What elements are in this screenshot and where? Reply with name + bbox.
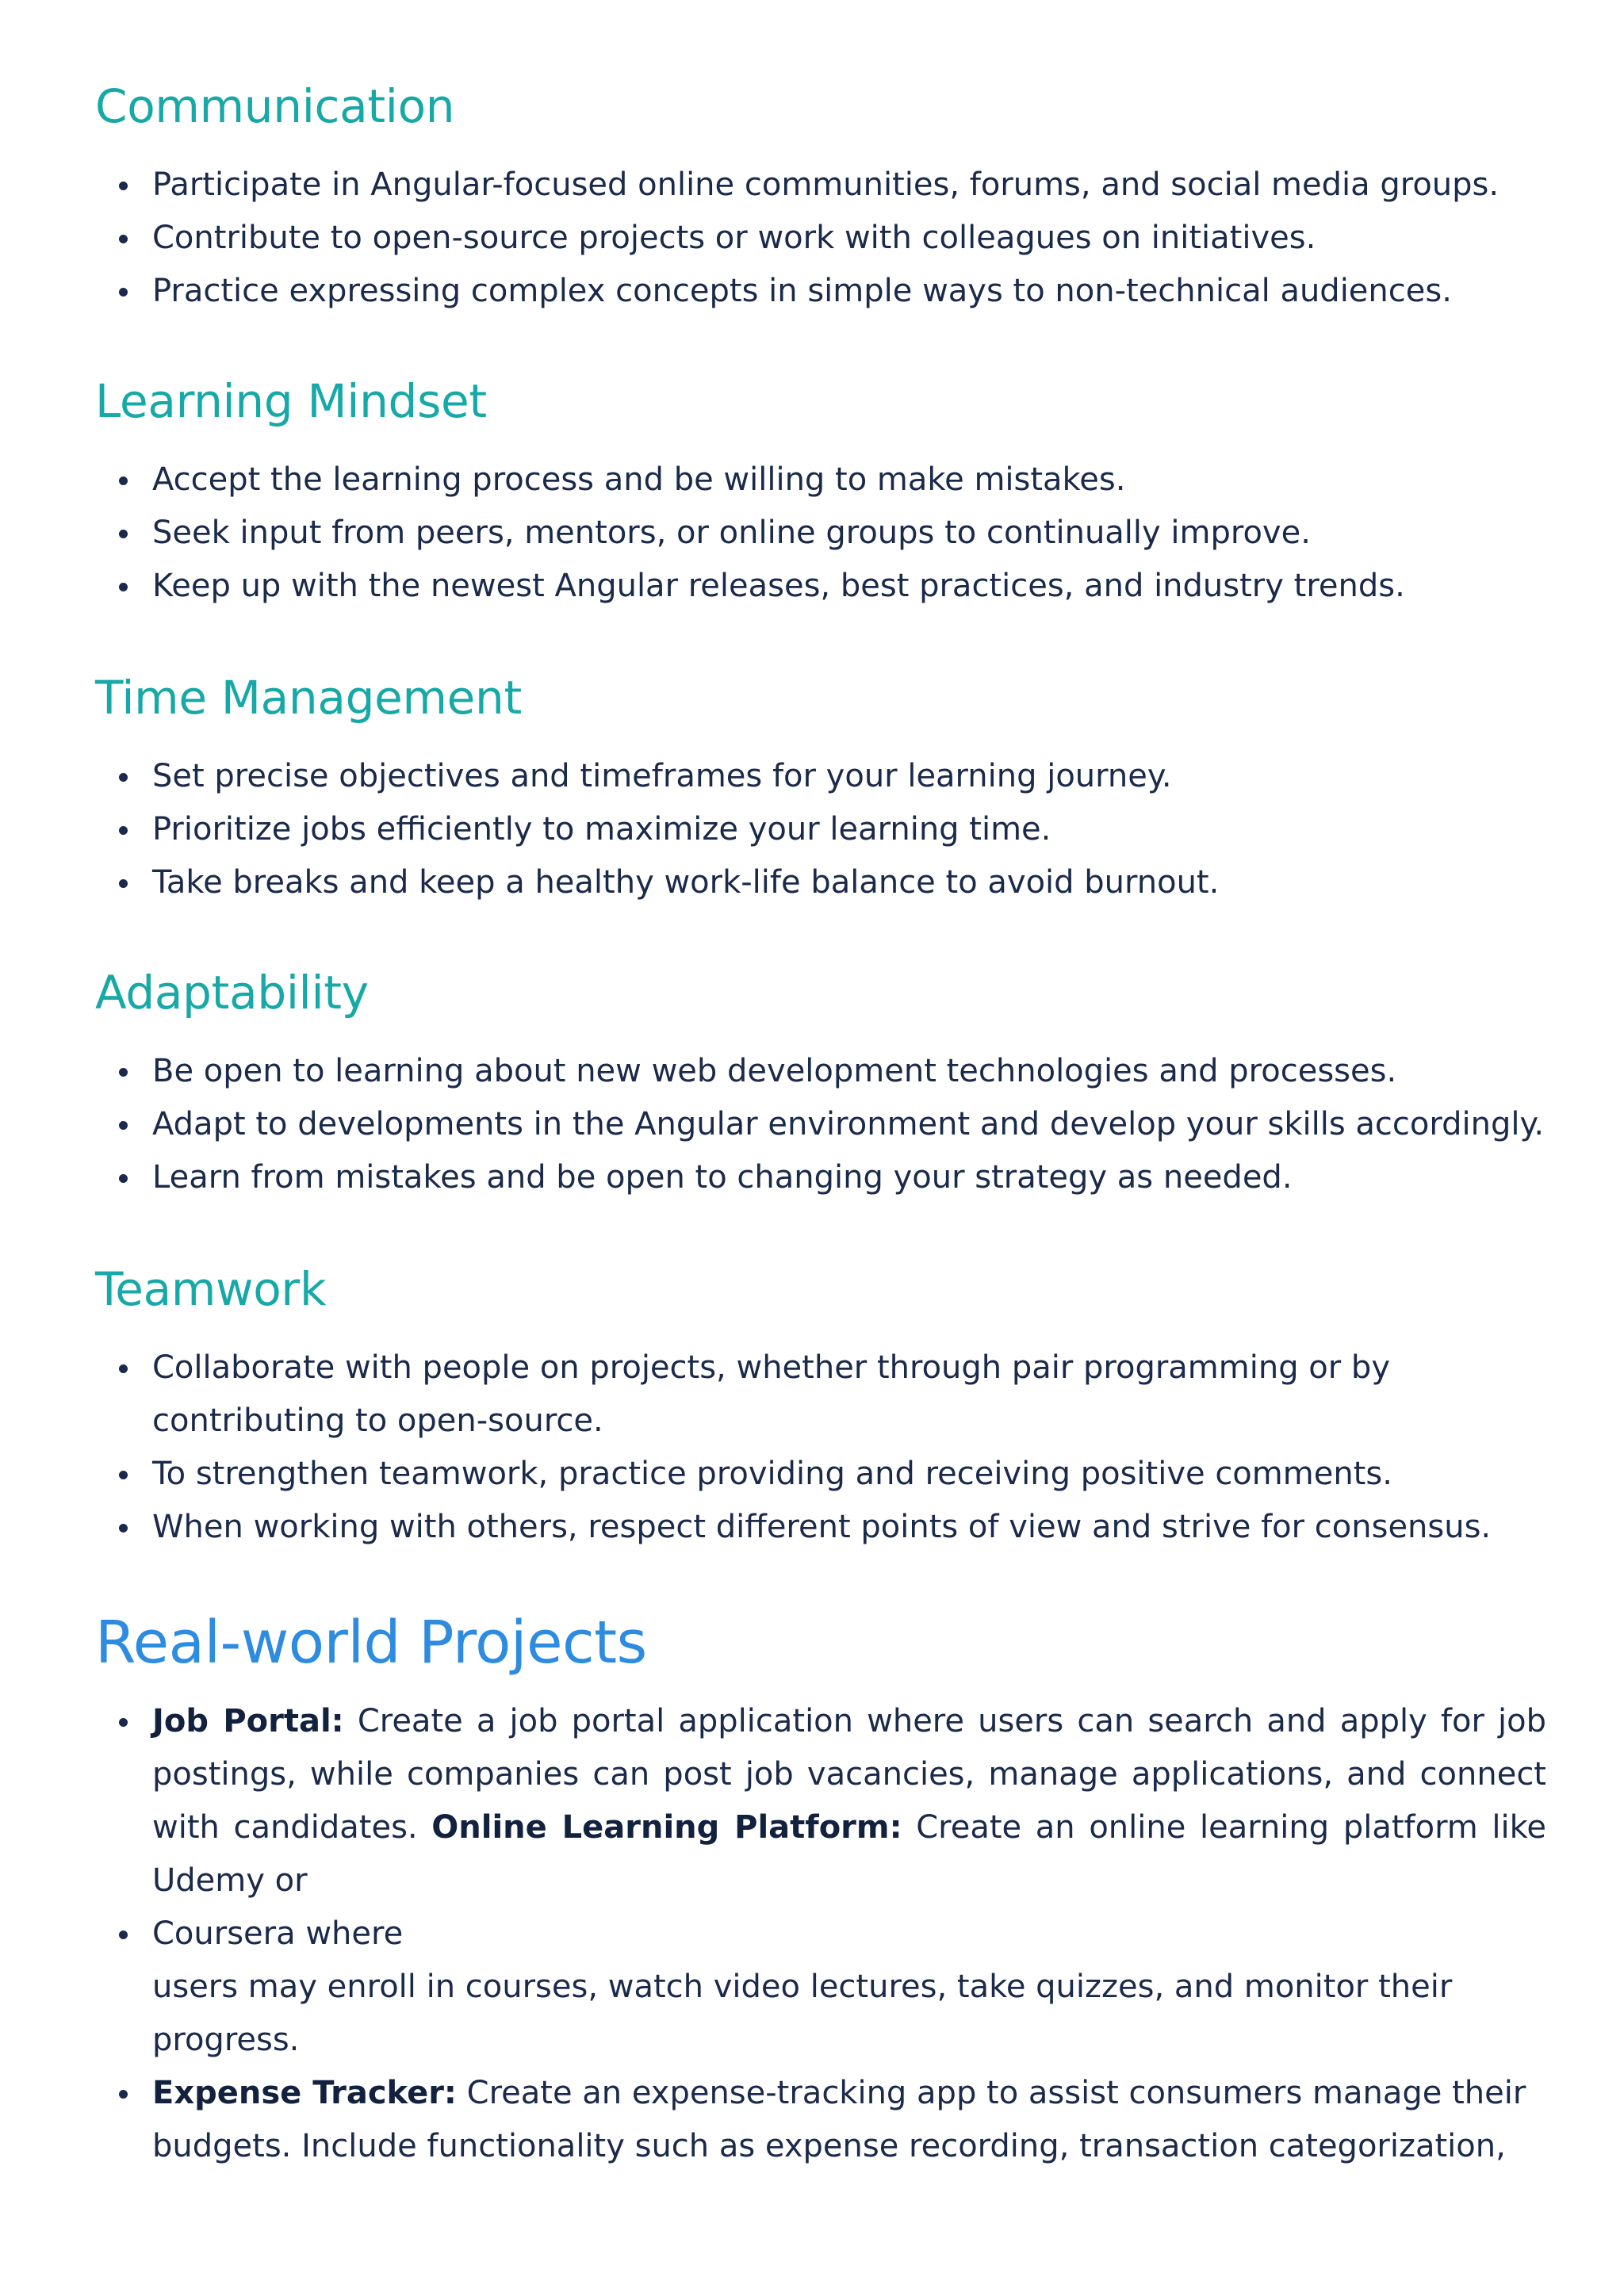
list-item: Adapt to developments in the Angular environment and develop your skills accordingly. bbox=[95, 1098, 1546, 1151]
list-item: Practice expressing complex concepts in simple ways to non-technical audiences. bbox=[95, 265, 1546, 318]
section-heading-learning-mindset: Learning Mindset bbox=[95, 374, 487, 428]
time-management-list bbox=[95, 750, 1546, 909]
section-heading-real-world-projects: Real-world Projects bbox=[95, 1609, 647, 1677]
expense-tracker-title: Expense Tracker: bbox=[152, 2075, 457, 2111]
online-learning-text: Create an online learning platform like Udemy or bbox=[152, 1809, 1546, 1899]
section-heading-time-management: Time Management bbox=[95, 671, 522, 725]
list-item: Participate in Angular-focused online communities, forums, and social media groups. bbox=[95, 159, 1546, 212]
list-item: Learn from mistakes and be open to changing your strategy as needed. bbox=[95, 1151, 1546, 1204]
adaptability-list bbox=[95, 1045, 1546, 1204]
job-portal-title: Job Portal: bbox=[152, 1703, 344, 1739]
section-time-management bbox=[95, 668, 1546, 909]
expense-tracker-text: Create an expense-tracking app to assist consumers manage their budgets. Include functionality such as expense recording, transaction categorization, bbox=[152, 2075, 1526, 2164]
list-item: Set precise objectives and timeframes for your learning journey. bbox=[95, 750, 1546, 803]
list-item: Keep up with the newest Angular releases, best practices, and industry trends. bbox=[95, 560, 1546, 613]
online-learning-text-wrap: users may enroll in courses, watch video lectures, take quizzes, and monitor their progress. bbox=[152, 1969, 1453, 2058]
projects-list bbox=[95, 1695, 1546, 1961]
section-heading-communication: Communication bbox=[95, 79, 455, 133]
list-item-online-learning-cont bbox=[95, 1908, 1546, 1961]
list-item: Accept the learning process and be willing to make mistakes. bbox=[95, 453, 1546, 507]
list-item: Contribute to open-source projects or work with colleagues on initiatives. bbox=[95, 212, 1546, 265]
list-item: Be open to learning about new web development technologies and processes. bbox=[95, 1045, 1546, 1098]
list-item: To strengthen teamwork, practice providing and receiving positive comments. bbox=[95, 1448, 1546, 1501]
projects-list-2 bbox=[95, 2067, 1546, 2173]
list-item-job-portal bbox=[95, 1695, 1546, 1908]
list-item-expense-tracker bbox=[95, 2067, 1546, 2173]
list-item: Prioritize jobs efficiently to maximize your learning time. bbox=[95, 803, 1546, 856]
list-item: Seek input from peers, mentors, or online groups to continually improve. bbox=[95, 507, 1546, 560]
list-item: Take breaks and keep a healthy work-life balance to avoid burnout. bbox=[95, 856, 1546, 909]
learning-mindset-list bbox=[95, 453, 1546, 613]
section-heading-teamwork: Teamwork bbox=[95, 1262, 327, 1316]
section-communication bbox=[95, 76, 1546, 318]
list-item: When working with others, respect different points of view and strive for consensus. bbox=[95, 1501, 1546, 1554]
communication-list bbox=[95, 159, 1546, 318]
list-item: Collaborate with people on projects, whether through pair programming or by contributing to open-source. bbox=[95, 1341, 1546, 1448]
section-real-world-projects bbox=[95, 1606, 1546, 2173]
section-heading-adaptability: Adaptability bbox=[95, 966, 369, 1020]
section-learning-mindset bbox=[95, 371, 1546, 613]
section-teamwork bbox=[95, 1259, 1546, 1554]
job-portal-text: Create a job portal application where users can search and apply for job postings, while companies can post job vacancies, manage applications, and connect with candidates. bbox=[152, 1703, 1547, 1846]
section-adaptability bbox=[95, 962, 1546, 1204]
online-learning-title: Online Learning Platform: bbox=[431, 1809, 902, 1846]
teamwork-list bbox=[95, 1341, 1546, 1554]
online-learning-text-cont: Coursera where bbox=[152, 1915, 404, 1952]
